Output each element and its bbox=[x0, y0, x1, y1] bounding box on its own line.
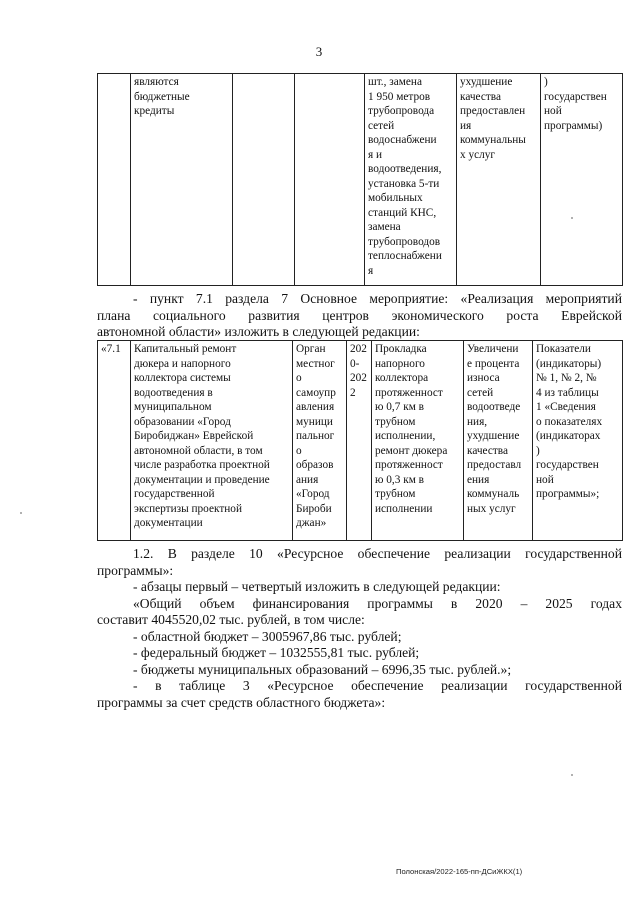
text-line: «Общий объем финансирования программы в 2020 – 2025 годах bbox=[133, 595, 622, 611]
text-line: автономной области» изложить в следующей редакции: bbox=[97, 324, 420, 339]
text-line: - областной бюджет – 3005967,86 тыс. рублей; bbox=[133, 628, 402, 644]
indicators-cell: Показатели (индикаторы) № 1, № 2, № 4 из таблицы 1 «Сведения о показателях (индикаторах ) государствен ной программы»; bbox=[533, 341, 623, 541]
text-line: - абзацы первый – четвертый изложить в следующей редакции: bbox=[133, 579, 501, 594]
scan-speck bbox=[571, 217, 573, 219]
executor-cell: Орган местног о самоупр авления муници пальног о образов ания «Город Бироби джан» bbox=[293, 341, 347, 541]
footer-document-code: Полонская/2022-165-пп-ДСиЖКХ(1) bbox=[396, 867, 523, 876]
table-cell: ) государствен ной программы) bbox=[541, 74, 623, 286]
text-line: - бюджеты муниципальных образований – 6996,35 тыс. рублей.»; bbox=[133, 661, 512, 677]
measures-table-continuation bbox=[97, 73, 623, 286]
item-7-1-table bbox=[97, 340, 623, 541]
text-line: составит 4045520,02 тыс. рублей, в том числе: bbox=[97, 612, 365, 627]
result-cell: Прокладка напорного коллектора протяженност ю 0,7 км в трубном исполнении, ремонт дюкера протяженност ю 0,3 км в трубном исполнении bbox=[372, 341, 464, 541]
measure-name-cell: Капитальный ремонт дюкера и напорного коллектора системы водоотведения в муниципальном образовании «Город Биробиджан» Еврейской автономной области, в том числе разработка проектной документации и проведение государственной экспертизы проектной документации bbox=[131, 341, 293, 541]
item-number-cell: «7.1 bbox=[98, 341, 131, 541]
table-cell bbox=[98, 74, 131, 286]
text-line: плана социального развития центров экономического роста Еврейской bbox=[97, 307, 622, 323]
text-line: 1.2. В разделе 10 «Ресурсное обеспечение реализации государственной bbox=[133, 546, 622, 561]
table-cell: являются бюджетные кредиты bbox=[131, 74, 233, 286]
section-10-paragraphs bbox=[97, 546, 622, 711]
table-cell bbox=[295, 74, 365, 286]
intro-paragraph bbox=[97, 291, 622, 341]
table-cell bbox=[233, 74, 295, 286]
text-line: - федеральный бюджет – 1032555,81 тыс. рублей; bbox=[133, 645, 420, 660]
scan-speck bbox=[571, 774, 573, 776]
text-line: - в таблице 3 «Ресурсное обеспечение реализации государственной bbox=[133, 678, 622, 693]
table-cell: шт., замена 1 950 метров трубопровода сетей водоснабжени я и водоотведения, установка 5-ти мобильных станций КНС, замена трубопроводов теплоснабжени я bbox=[365, 74, 457, 286]
table-row bbox=[98, 341, 623, 541]
period-cell: 202 0- 202 2 bbox=[347, 341, 372, 541]
consequence-cell: Увеличени е процента износа сетей водоотведе ния, ухудшение качества предоставл ения коммуналь ных услуг bbox=[464, 341, 533, 541]
table-row bbox=[98, 74, 623, 286]
text-line: программы за счет средств областного бюджета»: bbox=[97, 694, 386, 710]
text-line: - пункт 7.1 раздела 7 Основное мероприятие: «Реализация мероприятий bbox=[133, 291, 622, 306]
table-cell: ухудшение качества предоставлен ия коммунальны х услуг bbox=[457, 74, 541, 286]
page-number: 3 bbox=[315, 44, 323, 59]
text-line: программы»: bbox=[97, 562, 174, 578]
scan-speck bbox=[20, 512, 22, 514]
